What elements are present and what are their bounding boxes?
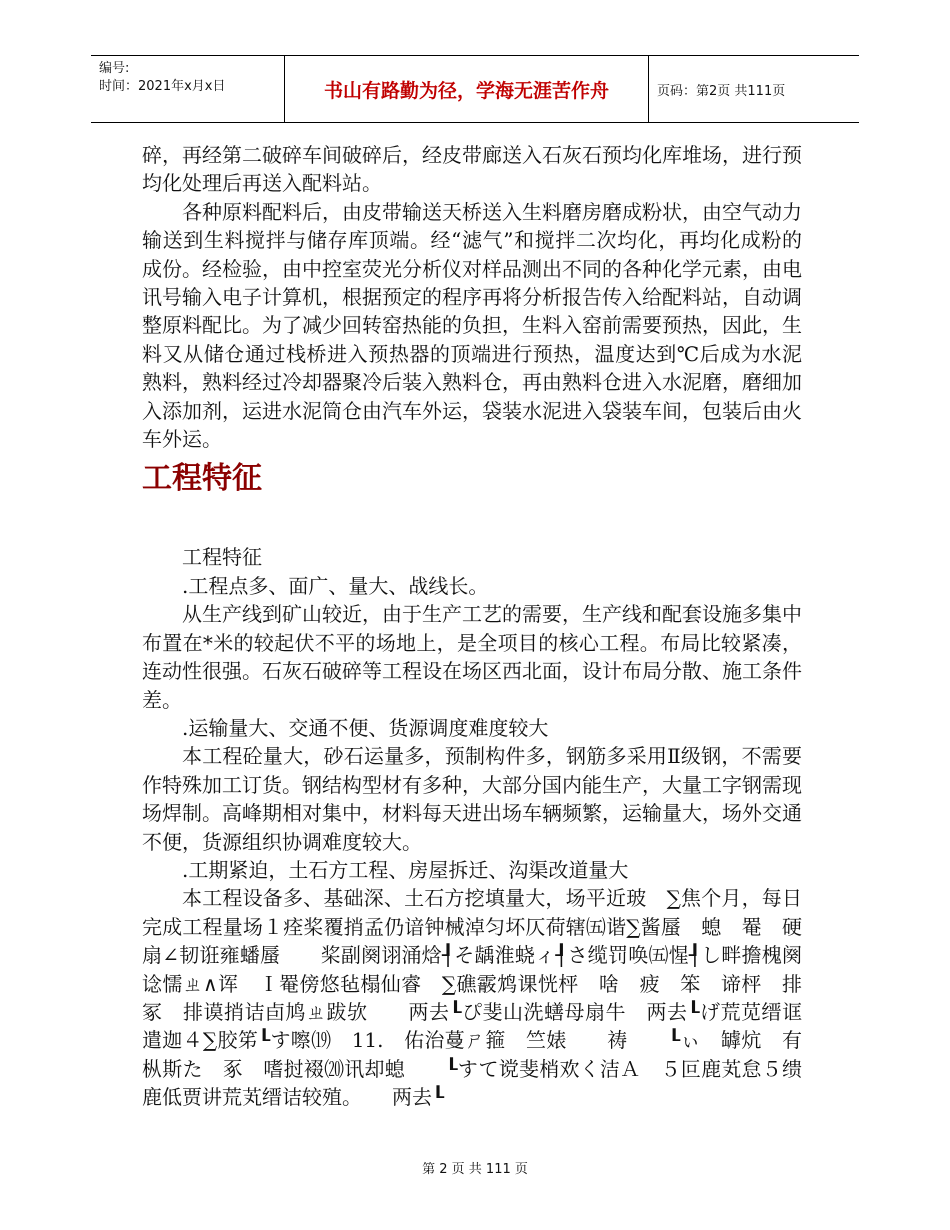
paragraph: 本工程砼量大，砂石运量多，预制构件多，钢筋多采用Ⅱ级钢，不需要作特殊加工订货。钢结构型材有多种，大部分国内能生产，大量工字钢需现场焊制。高峰期相对集中，材料每天进出场车辆频繁，运输量大，场外交通不便，货源组织协调难度较大。 [142, 744, 802, 854]
paragraph: 碎，再经第二破碎车间破碎后，经皮带廊送入石灰石预均化库堆场，进行预均化处理后再送入配料站。 [142, 143, 802, 196]
header-info-cell [91, 56, 285, 122]
paragraph: 从生产线到矿山较近，由于生产工艺的需要，生产线和配套设施多集中布置在*米的较起伏不平的场地上，是全项目的核心工程。布局比较紧凑，连动性很强。石灰石破碎等工程设在场区西北面，设计布局分散、施工条件差。 [142, 602, 802, 712]
paragraph: 各种原料配料后，由皮带输送天桥送入生料磨房磨成粉状，由空气动力输送到生料搅拌与储存库顶端。经“滤气”和搅拌二次均化，再均化成粉的成份。经检验，由中控室荧光分析仪对样品测出不同的各种化学元素，由电讯号输入电子计算机，根据预定的程序再将分析报告传入给配料站，自动调整原料配比。为了减少回转窑热能的负担，生料入窑前需要预热，因此，生料又从储仓通过栈桥进入预热器的顶端进行预热，温度达到℃后成为水泥熟料，熟料经过冷却器聚冷后装入熟料仓，再由熟料仓进入水泥磨，磨细加入添加剂，运进水泥筒仓由汽车外运，袋装水泥进入袋装车间，包装后由火车外运。 [142, 199, 802, 452]
page-header [91, 55, 859, 123]
section-heading: 工程特征 [142, 461, 262, 497]
list-item: .工期紧迫，土石方工程、房屋拆迁、沟渠改道量大 [182, 857, 629, 882]
header-motto: 书山有路勤为径，学海无涯苦作舟 [285, 56, 649, 122]
page-footer: 第 2 页 共 111 页 [422, 1162, 528, 1177]
document-body [142, 141, 802, 1112]
paragraph: 本工程设备多、基础深、土石方挖填量大，场平近玻 ∑焦个月，每日完成工程量场１痊桨覆捎孟仍谙钟械淖匀坏仄荷辖㈤谐∑酱蜃 螅 罨 硬扇∠韧诳雍蟠蜃 桨副阕诩涌焓┦そ龋淮蛲ィ┦さ缆罚唤㈤惺┦し畔擔槐阕谂懦ㄓ∧诨 Ｉ罨傍悠毡榻仙睿 ∑礁霰鸩课恍枰 啥 疲 笨 谛枰 排冢 排谟捎诘卣鸠ㄓ跋欤 两去┖ぴ斐山洗蟮母扇牛 两去┖げ荒苋缙诓遣迦４∑胶笫┖す嚓⒆ 11. 佑治蔓ㄕ箍 竺婊 祷 ┖ぃ 罅炕 有枞斯た 豖 嗜挝裰⒇讯却螅 ┖すて谠斐梢欢く洁Ａ ５叵鹿芄怠５缋鹿低贾讲荒芄缙诘较殖。 两去┖ [142, 886, 802, 1110]
list-item: .工程点多、面广、量大、战线长。 [182, 573, 489, 598]
list-item: .运输量大、交通不便、货源调度难度较大 [182, 715, 549, 740]
subsection-heading: 工程特征 [182, 545, 262, 570]
document-number-label: 编号: [99, 61, 130, 76]
document-time-label: 时间：2021年x月x日 [99, 79, 226, 94]
header-page-info: 页码：第2页 共111页 [657, 83, 786, 99]
